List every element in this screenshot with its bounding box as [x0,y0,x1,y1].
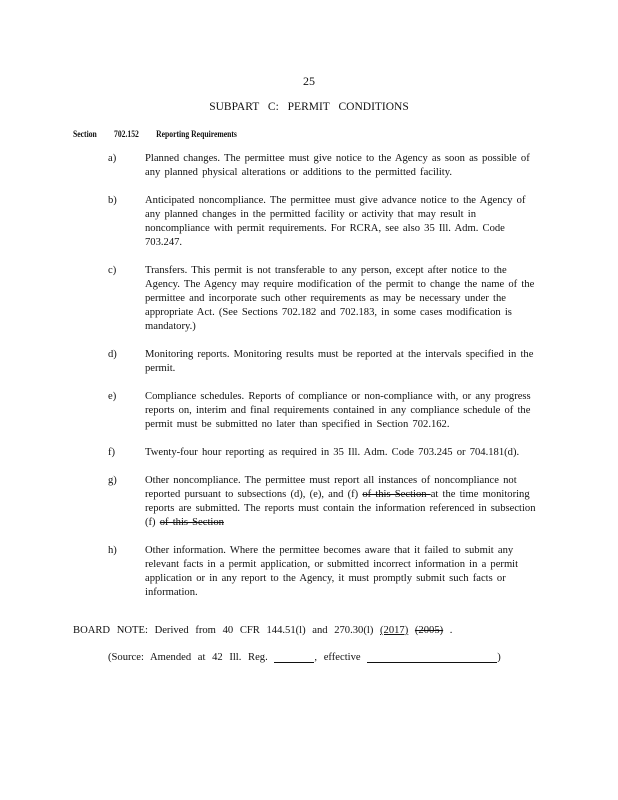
subpart-title: SUBPART C: PERMIT CONDITIONS [209,101,409,113]
item-letter: d) [108,349,117,360]
source-prefix: (Source: Amended at 42 Ill. Reg. [108,652,268,663]
item-letter: e) [108,391,117,402]
deleted-text: of this Section [159,517,224,528]
source-note [108,651,528,663]
item-text-part: at the time monitoring reports are submitted. The reports must contain the information referenced in subsection (f) [145,489,536,528]
item-text-part: Other noncompliance. The permittee must report all instances of noncompliance not reported pursuant to subsections (d), (e), and (f) [145,475,517,500]
list-item [108,390,538,432]
item-text: Anticipated noncompliance. The permittee must give advance notice to the Agency of any planned changes in the permitted facility or activity that may result in noncompliance with permit requirements. For RCRA, see also 35 Ill. Adm. Code 703.247. [145,195,526,248]
board-note [73,625,553,636]
item-text [145,474,538,530]
item-letter: f) [108,447,116,458]
item-text: Transfers. This permit is not transferable to any person, except after notice to the Agency. The Agency may require modification of the permit to change the name of the permittee and incorporate such other requirements as may be necessary under the appropriate Act. (See Sections 702.182 and 702.183, in some cases modification is mandatory.) [145,265,535,332]
list-item [108,474,538,530]
list-item [108,446,538,460]
inserted-text: (2017) [380,625,409,636]
list-item [108,194,538,250]
section-title: Reporting Requirements [156,129,237,139]
list-item [108,544,538,600]
reporting-requirements-list [108,152,538,614]
item-text: Other information. Where the permittee becomes aware that it failed to submit any relevant facts in a permit application, or submitted incorrect information in a permit application or in any report to the Agency, it must promptly submit such facts or information. [145,545,519,598]
item-letter: h) [108,545,117,556]
item-letter: g) [108,475,117,486]
deleted-text: of this Section [362,489,431,500]
item-text: Compliance schedules. Reports of compliance or non-compliance with, or any progress reports on, interim and final requirements contained in any compliance schedule of the permit must be submitted no later than specified in Section 702.162. [145,391,531,430]
board-note-text: BOARD NOTE: Derived from 40 CFR 144.51(l) and 270.30(l) [73,625,380,636]
effective-date-blank [367,651,497,663]
item-letter: c) [108,265,117,276]
item-text: Planned changes. The permittee must give notice to the Agency as soon as possible of any planned physical alterations or additions to the permitted facility. [145,153,530,178]
register-page-blank [274,651,314,663]
section-heading [73,129,252,139]
item-letter: b) [108,195,117,206]
section-number: 702.152 [114,129,139,139]
source-effective: effective [323,652,361,663]
list-item [108,152,538,180]
item-letter: a) [108,153,117,164]
board-note-end: . [443,625,453,636]
deleted-text: (2005) [414,625,444,636]
list-item [108,264,538,334]
list-item [108,348,538,376]
page-number: 25 [303,74,315,88]
source-close: ) [497,652,501,663]
section-label: Section [73,129,97,139]
item-text: Twenty-four hour reporting as required in 35 Ill. Adm. Code 703.245 or 704.181(d). [145,447,520,458]
source-comma: , [314,652,318,663]
item-text: Monitoring reports. Monitoring results must be reported at the intervals specified in the permit. [145,349,534,374]
